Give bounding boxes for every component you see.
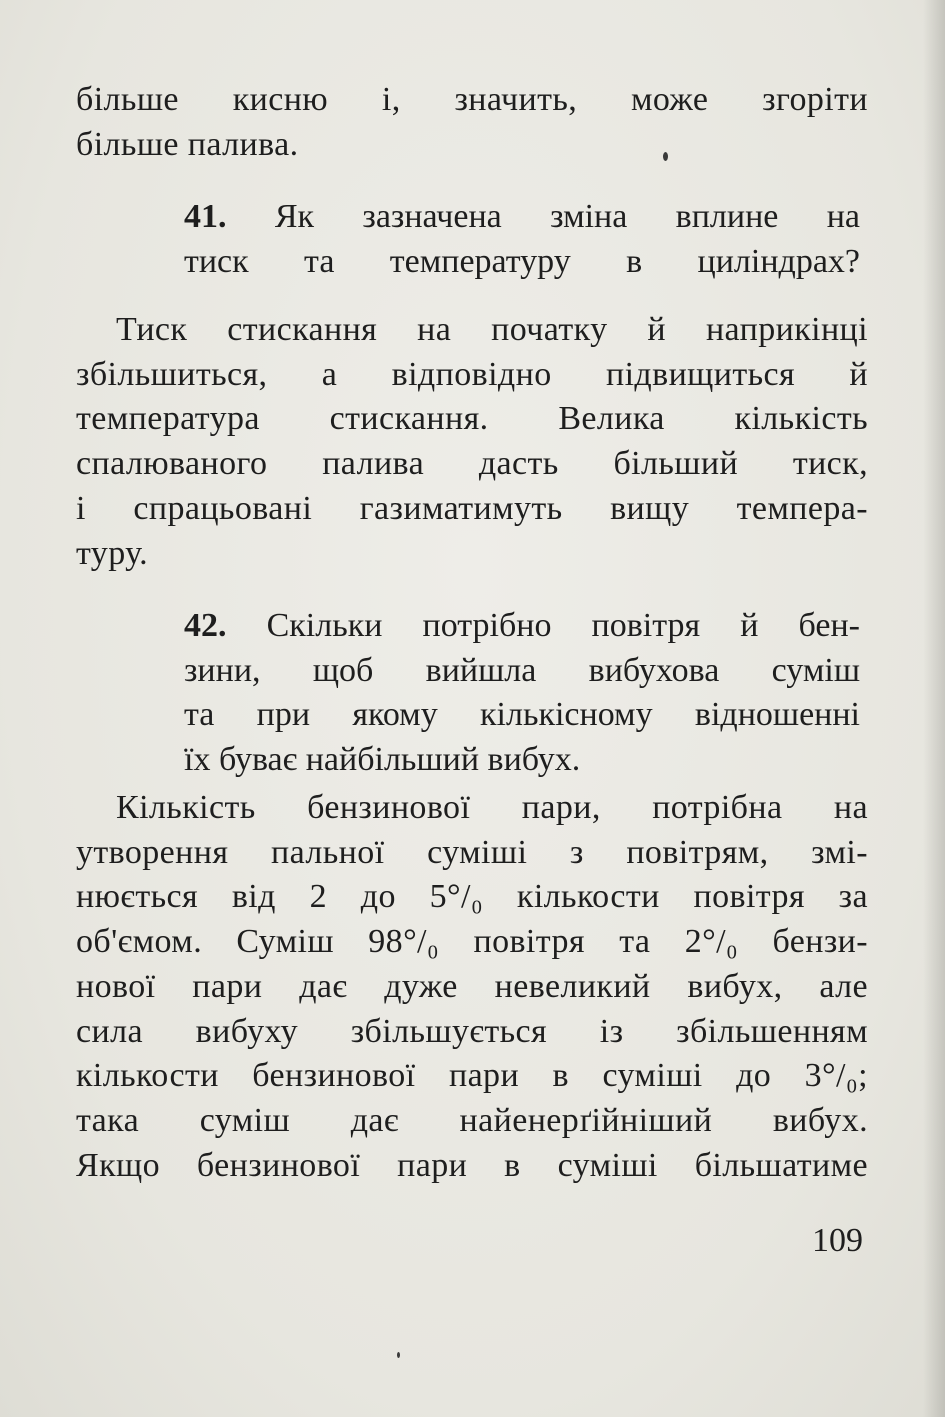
text-line: туру. <box>76 534 149 572</box>
text-line: і спрацьовані газиматимуть вищу темпера- <box>76 489 868 527</box>
answer-42 <box>76 786 868 1188</box>
question-text: Скільки потрібно повітря й бен- <box>266 607 860 644</box>
intro-paragraph <box>76 78 868 167</box>
print-speck <box>663 152 668 161</box>
text-line: така суміш дає найенерґійніший вибух. <box>76 1101 868 1139</box>
question-42 <box>184 604 860 783</box>
question-text: тиск та температуру в циліндрах? <box>184 242 860 280</box>
text-line: спалюваного палива дасть більший тиск, <box>76 445 868 483</box>
text-line: сила вибуху збільшується із збільшенням <box>76 1012 868 1050</box>
print-speck <box>397 1352 400 1358</box>
question-text: та при якому кількісному відношенні <box>184 696 860 734</box>
text-line: нюється від 2 до 5°/₀ кількости повітря за <box>76 878 868 916</box>
page-edge-shadow <box>923 0 945 1417</box>
question-41 <box>184 195 860 284</box>
text-line: більше кисню і, значить, може згоріти <box>76 81 868 118</box>
question-number: 41. <box>184 198 227 235</box>
page-number: 109 <box>812 1222 863 1259</box>
answer-41 <box>76 308 868 576</box>
question-number: 42. <box>184 607 227 644</box>
question-text: їх буває найбільший вибух. <box>184 741 581 779</box>
text-line: Якщо бензинової пари в суміші більшатиме <box>76 1146 868 1184</box>
text-line: Кількість бензинової пари, потрібна на <box>116 789 868 826</box>
text-line: Тиск стискання на початку й наприкінці <box>116 311 868 348</box>
text-line: температура стискання. Велика кількість <box>76 400 868 438</box>
text-line: нової пари дає дуже невеликий вибух, але <box>76 967 868 1005</box>
question-text: Як зазначена зміна вплине на <box>274 198 861 235</box>
question-text: зини, щоб вийшла вибухова суміш <box>184 651 860 689</box>
text-line: більше палива. <box>76 125 299 163</box>
text-line: кількости бензинової пари в суміші до 3°/₀; <box>76 1057 868 1095</box>
text-line: утворення пальної суміші з повітрям, змі- <box>76 833 868 871</box>
text-line: збільшиться, а відповідно підвищиться й <box>76 355 868 393</box>
text-line: об'ємом. Суміш 98°/₀ повітря та 2°/₀ бензи- <box>76 923 868 961</box>
